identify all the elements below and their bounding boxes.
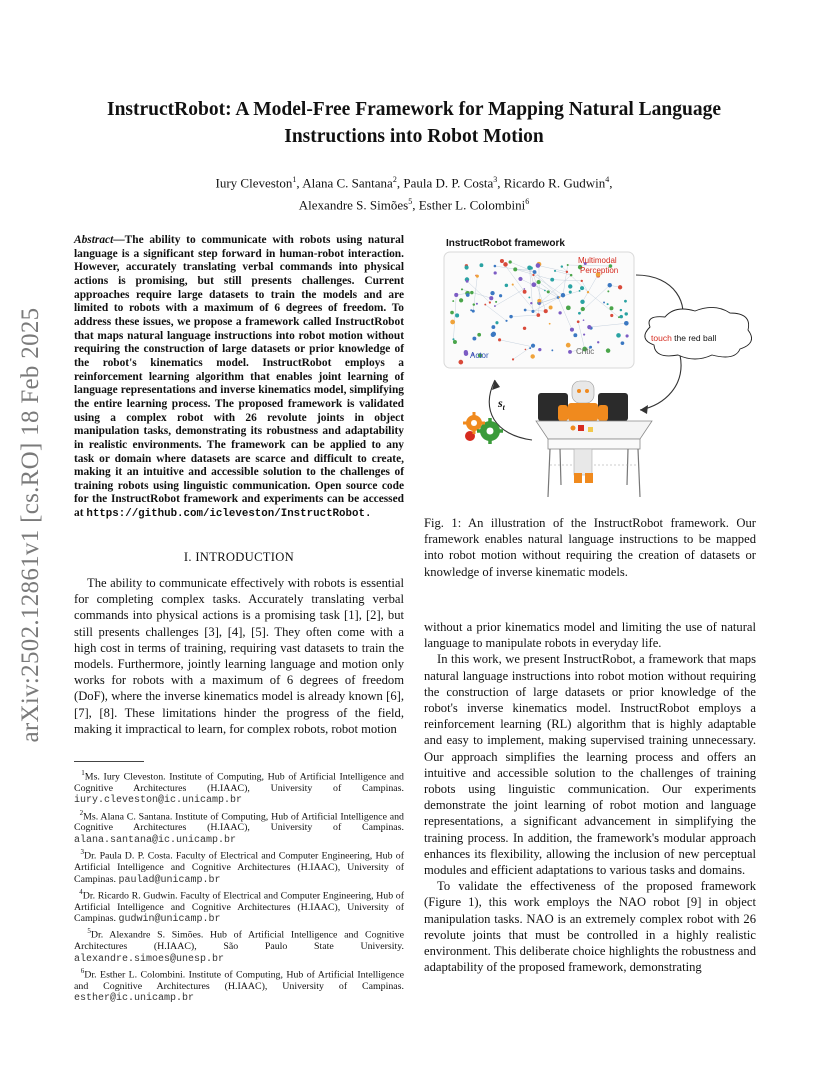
graph-node: [558, 311, 561, 314]
affiliation-mark: 5: [408, 197, 413, 207]
abstract-text: —The ability to communicate with robots using natural language is a significant step forward in human-robot interaction. However, accurately translating verbal commands into physical actions is promising, but still presents challenges. Current approaches require large datasets to train the models and are limited to robots with a maximum of 6 degrees of freedom. To address these issues, we propose a framework called InstructRobot that maps natural language instructions into robot motion without requiring the construction of large datasets or prior knowledge of the robot's kinematics model. InstructRobot employs a reinforcement learning algorithm that enables joint learning of language representations and inverse kinematics model, simplifying the entire learning process. The proposed framework is validated using a complex robot with 26 revolute joints in object manipulation tasks, demonstrating its robustness and adaptability in realistic environments. The framework can be applied to any task or domain where datasets are scarce and difficult to create, making it an intuitive and accessible solution to the challenges of training robots using linguistic communication. Open source code for the InstructRobot framework and experiments can be accessed at: [74, 234, 404, 520]
graph-node: [536, 263, 541, 268]
gears-icon: [463, 412, 503, 444]
graph-node: [509, 260, 512, 263]
graph-node: [607, 303, 609, 305]
author: Alexandre S. Simões: [298, 197, 409, 213]
graph-node: [523, 288, 525, 290]
graph-node: [472, 337, 476, 341]
graph-node: [464, 265, 468, 269]
affiliation-mark: 6: [525, 197, 530, 207]
graph-node: [579, 290, 581, 292]
graph-node: [495, 301, 497, 303]
graph-node: [620, 309, 622, 311]
graph-node: [547, 290, 550, 293]
graph-node: [453, 340, 457, 344]
graph-node: [606, 348, 611, 353]
graph-node: [500, 259, 504, 263]
arrow-instruction: [640, 355, 681, 410]
graph-node: [473, 303, 475, 305]
graph-node: [523, 327, 526, 330]
arxiv-stamp: [14, 290, 48, 760]
graph-node: [494, 265, 497, 268]
graph-node: [559, 296, 561, 298]
figure-heading: InstructRobot framework: [446, 238, 565, 249]
perception-label: Multimodal Perception: [578, 256, 619, 275]
graph-node: [624, 312, 627, 315]
graph-node: [538, 348, 541, 351]
graph-node: [554, 270, 556, 272]
graph-node: [509, 315, 512, 318]
graph-node: [525, 349, 527, 351]
graph-node: [573, 333, 577, 337]
affiliation-mark: 2: [392, 175, 397, 184]
graph-node: [531, 282, 536, 287]
graph-node: [581, 307, 585, 311]
graph-node: [566, 271, 568, 273]
arrowhead: [640, 405, 648, 414]
graph-node: [550, 278, 554, 282]
nao-robot-scene: [536, 381, 652, 497]
graph-node: [476, 275, 479, 278]
graph-node: [603, 301, 605, 303]
graph-node: [620, 315, 624, 319]
graph-node: [532, 274, 534, 276]
graph-node: [464, 352, 468, 356]
graph-node: [524, 309, 527, 312]
graph-node: [503, 262, 508, 267]
graph-node: [549, 306, 553, 310]
graph-node: [461, 288, 463, 290]
graph-node: [527, 266, 532, 271]
graph-node: [491, 332, 496, 337]
author: Ricardo R. Gudwin: [503, 175, 606, 191]
graph-node: [587, 291, 589, 293]
graph-node: [567, 264, 569, 266]
graph-node: [538, 302, 541, 305]
intro-column-right: [424, 619, 756, 975]
graph-node: [569, 290, 572, 293]
instruction-text: touch the red ball: [651, 333, 717, 343]
graph-node: [472, 310, 475, 313]
footnote-divider: [74, 761, 144, 762]
table-top: [536, 421, 652, 439]
graph-node: [544, 309, 548, 313]
graph-node: [455, 313, 459, 317]
email-link[interactable]: iury.cleveston@ic.unicamp.br: [74, 795, 243, 807]
graph-node: [512, 284, 514, 286]
email-link[interactable]: alexandre.simoes@unesp.br: [74, 953, 225, 965]
state-symbol: $s_t$: [498, 396, 505, 412]
graph-node: [513, 267, 517, 271]
graph-node: [549, 323, 551, 325]
graph-node: [608, 283, 612, 287]
figure-1: [440, 235, 760, 503]
graph-node: [536, 313, 540, 317]
graph-node: [568, 350, 572, 354]
graph-node: [499, 294, 502, 297]
graph-node: [529, 347, 531, 349]
paragraph: The ability to communicate effectively with robots is essential for completing complex tasks. Accurately translating verbal commands into physical actions is a promising task [1], [2], but still presents challenges [3], [4], [5]. They often come with a high cost in terms of training, requiring vast datasets to train the models. Furthermore, jointly learning language and motion only works for robots with a maximum of 6 degrees of freedom (DoF), where the inverse kinematics model is already known [6], [7], [8]. These limitations hinder the progress of the field, making it impractical to learn, for complex robots, robot motion: [74, 576, 404, 736]
affiliation-mark: 3: [493, 175, 498, 184]
graph-node: [568, 284, 572, 288]
actor-label: Actor: [470, 351, 489, 360]
graph-node: [495, 321, 498, 324]
graph-node: [480, 263, 484, 267]
graph-node: [531, 310, 534, 313]
framework-illustration: [440, 235, 760, 503]
graph-node: [470, 309, 472, 311]
footnote: $^3$Dr. Paula D. P. Costa. Faculty of Electrical and Computer Engineering, Hub of Artificial Intelligence and Cognitive Architectures (H.IAAC), University of Campinas. paulad@unicamp.br: [74, 848, 404, 886]
footnotes: [74, 768, 404, 1005]
footnote: $^5$Dr. Alexandre S. Simões. Hub of Artificial Intelligence and Cognitive Architectures (H.IAAC), São Paulo State University. alexandre.simoes@unesp.br: [74, 927, 404, 965]
graph-node: [491, 325, 495, 329]
graph-node: [621, 341, 625, 345]
arxiv-identifier: arXiv:2502.12861v1 [cs.RO] 18 Feb 2025: [17, 307, 44, 743]
author-list: Iury Cleveston$^1$, Alana C. Santana$^2$, Paula D. P. Costa$^3$, Ricardo R. Gudwin$^4$, Alexandre S. Simões$^5$, Esther L. Colombini$^6$: [215, 175, 613, 213]
graph-node: [566, 343, 571, 348]
graph-node: [489, 296, 493, 300]
footnote: $^1$Ms. Iury Cleveston. Institute of Computing, Hub of Artificial Intelligence and Cognitive Architectures (H.IAAC), University of Campinas. iury.cleveston@ic.unicamp.br: [74, 769, 404, 807]
footnote: $^6$Dr. Esther L. Colombini. Institute of Computing, Hub of Artificial Intelligence and Cognitive Architectures (H.IAAC), University of Campinas. esther@ic.unicamp.br: [74, 966, 405, 1005]
graph-node: [537, 280, 541, 284]
graph-node: [489, 301, 491, 303]
email-link[interactable]: esther@ic.unicamp.br: [74, 993, 195, 1005]
graph-node: [570, 274, 573, 277]
graph-node: [597, 341, 599, 343]
graph-node: [528, 296, 530, 298]
paragraph: without a prior kinematics model and limiting the use of natural language to manipulate robots in everyday life.: [424, 620, 756, 651]
graph-node: [530, 302, 532, 304]
graph-node: [450, 311, 454, 315]
graph-node: [544, 290, 546, 292]
graph-node: [561, 265, 563, 267]
graph-node: [490, 291, 494, 295]
affiliation-mark: 1: [292, 175, 297, 184]
graph-node: [466, 293, 470, 297]
graph-node: [459, 298, 463, 302]
affiliation-mark: 4: [605, 175, 610, 184]
footnote: $^2$Ms. Alana C. Santana. Institute of Computing, Hub of Artificial Intelligence and Cognitive Architectures (H.IAAC), University of Campinas. alana.santana@ic.unicamp.br: [74, 808, 404, 847]
graph-node: [583, 319, 585, 321]
graph-node: [458, 360, 463, 365]
graph-node: [577, 320, 580, 323]
graph-node: [581, 280, 583, 282]
abstract-label: Abstract: [74, 234, 114, 246]
instruction-bubble: [645, 307, 752, 359]
graph-node: [505, 320, 507, 322]
author: Alana C. Santana: [302, 175, 393, 191]
intro-column-left: [74, 575, 404, 737]
graph-node: [624, 321, 629, 326]
graph-node: [494, 305, 496, 307]
code-url-link[interactable]: https://github.com/icleveston/InstructRobot.: [86, 508, 372, 521]
email-link[interactable]: paulad@unicamp.br: [118, 874, 221, 886]
graph-node: [561, 293, 565, 297]
robot-head: [572, 381, 594, 403]
author: Esther L. Colombini: [418, 197, 526, 213]
graph-node: [450, 320, 455, 325]
figure-caption: Fig. 1: An illustration of the InstructRobot framework. Our framework enables natural language instructions to be mapped into robot motion without requiring the creation of datasets or knowledge of inverse kinematic models.: [424, 516, 756, 579]
graph-node: [484, 304, 486, 306]
email-link[interactable]: gudwin@unicamp.br: [118, 914, 221, 926]
graph-node: [580, 286, 584, 290]
email-link[interactable]: alana.santana@ic.unicamp.br: [74, 835, 237, 847]
graph-node: [466, 280, 469, 283]
section-heading: I. INTRODUCTION: [183, 550, 295, 564]
graph-node: [530, 354, 534, 358]
graph-node: [454, 293, 458, 297]
paper-title: InstructRobot: A Model-Free Framework for Mapping Natural Language Instructions into Robot Motion: [106, 99, 722, 147]
graph-node: [518, 277, 522, 281]
graph-node: [452, 338, 454, 340]
graph-node: [570, 328, 574, 332]
graph-node: [512, 358, 514, 360]
graph-node: [583, 334, 585, 336]
graph-node: [609, 306, 613, 310]
graph-node: [470, 291, 473, 294]
graph-node: [551, 349, 553, 351]
graph-node: [626, 334, 629, 337]
footnote: $^4$Dr. Ricardo R. Gudwin. Faculty of Electrical and Computer Engineering, Hub of Artificial Intelligence and Cognitive Architectures (H.IAAC), University of Campinas. gudwin@unicamp.br: [74, 887, 405, 926]
graph-node: [477, 333, 481, 337]
yellow-object: [588, 427, 593, 432]
critic-label: Critic: [576, 347, 595, 356]
graph-node: [618, 285, 622, 289]
graph-node: [624, 300, 627, 303]
author: Iury Cleveston: [215, 175, 293, 191]
graph-node: [533, 270, 537, 274]
author: Paula D. P. Costa: [403, 175, 494, 191]
graph-node: [523, 290, 527, 294]
graph-node: [578, 312, 581, 315]
graph-node: [476, 303, 478, 305]
graph-node: [566, 305, 571, 310]
abstract: [74, 234, 404, 522]
red-object: [578, 425, 584, 431]
graph-node: [494, 271, 497, 274]
robot-legs: [574, 449, 592, 475]
graph-node: [498, 338, 501, 341]
graph-node: [610, 314, 613, 317]
paragraph: To validate the effectiveness of the proposed framework (Figure 1), this work employs the NAO robot [9] in object manipulation tasks. NAO is an extremely complex robot with 26 revolute joints that must be controlled in a highly realistic environment. This deliberate choice highlights the robustness and adaptability of the proposed framework, demonstrating: [424, 879, 756, 975]
graph-node: [616, 333, 621, 338]
graph-node: [607, 290, 609, 292]
graph-node: [580, 300, 584, 304]
paragraph: In this work, we present InstructRobot, a framework that maps natural language instructions into robot motion without requiring the construction of large datasets or prior knowledge of the robot's inverse kinematics model. InstructRobot employs a reinforcement learning (RL) algorithm that is highly adaptable and easy to implement, making supervised training unnecessary. Our approach simplifies the learning process and offers an intuitive and accessible solution to the challenges of training robots using linguistic communication. Our experiments demonstrate the joint learning of robot motion and language representations, a significant advancement in simplifying the training process. In addition, the framework's modular approach enhances its flexibility, allowing the inclusion of new perceptual modules and efficient adaptations to various tasks and domains.: [424, 652, 756, 878]
ball: [571, 426, 576, 431]
graph-node: [505, 284, 508, 287]
graph-node: [452, 300, 454, 302]
robot-torso: [568, 403, 598, 421]
graph-node: [587, 325, 591, 329]
graph-node: [618, 316, 620, 318]
graph-node: [531, 344, 535, 348]
